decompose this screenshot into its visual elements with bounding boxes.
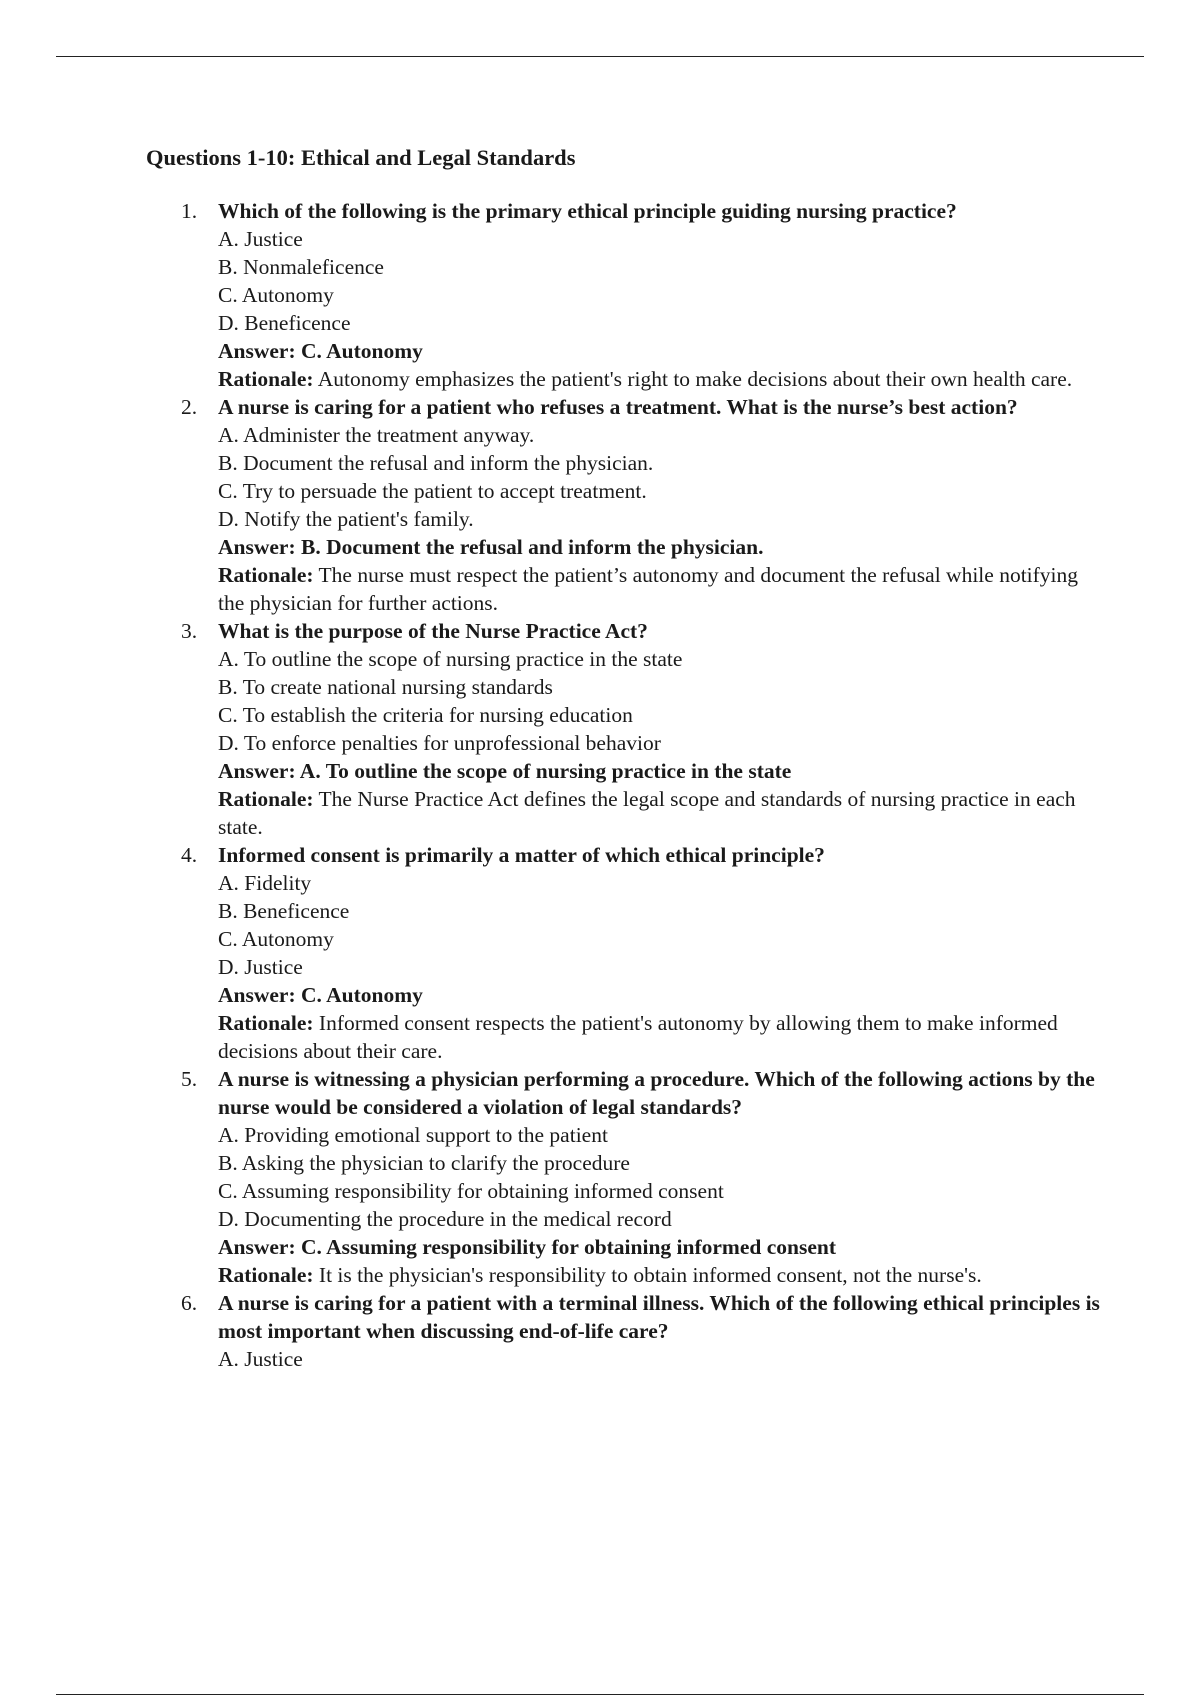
answer-option: D. To enforce penalties for unprofessional behavior — [218, 731, 661, 755]
answer-option: A. Fidelity — [218, 871, 312, 895]
question-text: A nurse is caring for a patient who refuses a treatment. What is the nurse’s best action? — [218, 395, 1018, 419]
answer-option: C. To establish the criteria for nursing education — [218, 703, 633, 727]
rationale-label: Rationale: — [218, 1011, 314, 1035]
rationale-text: Autonomy emphasizes the patient's right to make decisions about their own health care. — [317, 367, 1073, 391]
answer-option: B. Beneficence — [218, 899, 350, 923]
answer-option: C. Try to persuade the patient to accept treatment. — [218, 479, 647, 503]
answer-option: D. Documenting the procedure in the medical record — [218, 1207, 672, 1231]
question-text: What is the purpose of the Nurse Practice Act? — [218, 619, 648, 643]
answer-option: A. Providing emotional support to the patient — [218, 1123, 608, 1147]
question-item — [146, 841, 1106, 1065]
answer-option: D. Beneficence — [218, 311, 351, 335]
question-text: Informed consent is primarily a matter of which ethical principle? — [218, 843, 825, 867]
question-item — [146, 197, 1106, 393]
question-number: 6. — [181, 1291, 198, 1315]
rationale-text: The nurse must respect the patient’s autonomy and document the refusal while notifying the physician for further actions. — [218, 563, 1079, 615]
rationale — [218, 1009, 1106, 1065]
correct-answer: Answer: B. Document the refusal and inform the physician. — [218, 535, 764, 559]
answer-option: A. Administer the treatment anyway. — [218, 423, 535, 447]
document-body — [146, 143, 1106, 1373]
rationale-text: The Nurse Practice Act defines the legal scope and standards of nursing practice in each state. — [218, 787, 1076, 839]
answer-option: D. Notify the patient's family. — [218, 507, 474, 531]
answer-option: A. Justice — [218, 1347, 303, 1371]
rationale-label: Rationale: — [218, 563, 314, 587]
answer-option: A. To outline the scope of nursing practice in the state — [218, 647, 683, 671]
rationale — [218, 1261, 1106, 1289]
rationale-text: It is the physician's responsibility to obtain informed consent, not the nurse's. — [318, 1263, 982, 1287]
question-number: 5. — [181, 1067, 198, 1091]
top-rule — [56, 56, 1144, 57]
rationale-label: Rationale: — [218, 1263, 314, 1287]
answer-option: C. Autonomy — [218, 927, 334, 951]
correct-answer: Answer: C. Assuming responsibility for obtaining informed consent — [218, 1235, 836, 1259]
bottom-rule — [56, 1694, 1144, 1695]
answer-option: B. Document the refusal and inform the physician. — [218, 451, 654, 475]
correct-answer: Answer: A. To outline the scope of nursing practice in the state — [218, 759, 792, 783]
question-number: 4. — [181, 843, 198, 867]
rationale-label: Rationale: — [218, 787, 314, 811]
answer-option: B. To create national nursing standards — [218, 675, 553, 699]
question-number: 1. — [181, 199, 198, 223]
correct-answer: Answer: C. Autonomy — [218, 339, 423, 363]
question-text: A nurse is caring for a patient with a terminal illness. Which of the following ethical principles is most important when discussing end-of-life care? — [218, 1291, 1100, 1343]
rationale — [218, 365, 1106, 393]
rationale-text: Informed consent respects the patient's autonomy by allowing them to make informed decisions about their care. — [218, 1011, 1058, 1063]
rationale-label: Rationale: — [218, 367, 314, 391]
question-text: Which of the following is the primary ethical principle guiding nursing practice? — [218, 199, 957, 223]
answer-option: D. Justice — [218, 955, 303, 979]
answer-option: B. Nonmaleficence — [218, 255, 384, 279]
question-item — [146, 393, 1106, 617]
question-list — [146, 197, 1106, 1373]
question-number: 2. — [181, 395, 198, 419]
rationale — [218, 561, 1106, 617]
correct-answer: Answer: C. Autonomy — [218, 983, 423, 1007]
section-title: Questions 1-10: Ethical and Legal Standards — [146, 145, 576, 170]
answer-option: C. Assuming responsibility for obtaining informed consent — [218, 1179, 724, 1203]
question-item — [146, 1065, 1106, 1289]
question-text: A nurse is witnessing a physician performing a procedure. Which of the following actions by the nurse would be considered a violation of legal standards? — [218, 1067, 1095, 1119]
answer-option: A. Justice — [218, 227, 303, 251]
answer-option: C. Autonomy — [218, 283, 334, 307]
question-item — [146, 617, 1106, 841]
rationale — [218, 785, 1106, 841]
question-number: 3. — [181, 619, 198, 643]
answer-option: B. Asking the physician to clarify the procedure — [218, 1151, 630, 1175]
question-item — [146, 1289, 1106, 1373]
